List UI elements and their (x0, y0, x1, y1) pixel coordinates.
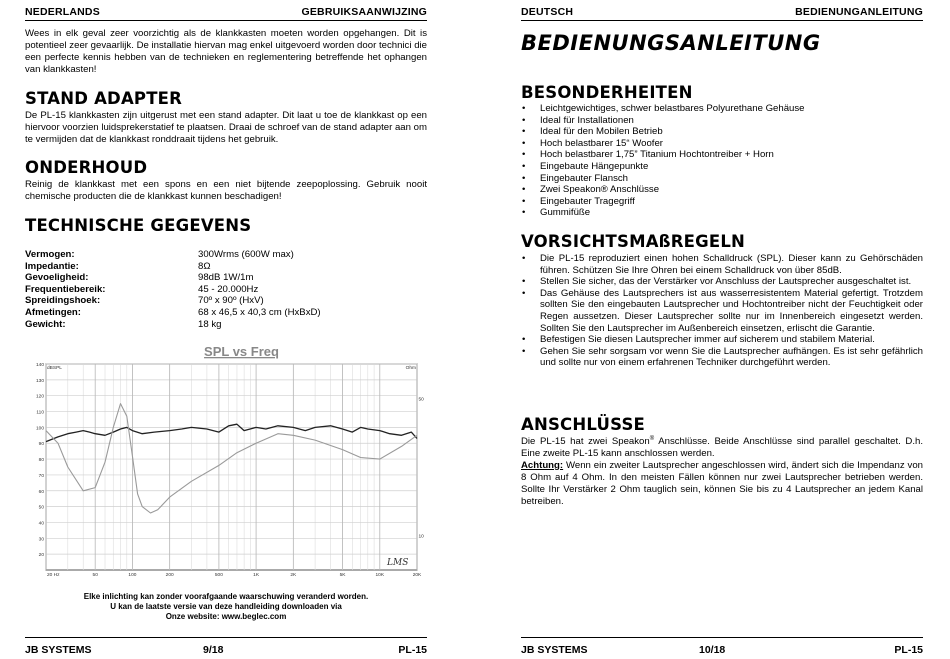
x-tick-label: 5K (339, 573, 346, 578)
left-page (25, 0, 427, 659)
feature-text: Eingebaute Hängepunkte (540, 160, 649, 172)
disclaimer-line: Elke inlichting kan zonder voorafgaande waarschuwing veranderd worden. (83, 592, 369, 601)
bullet-icon: • (522, 207, 526, 219)
bullet-icon: • (522, 172, 526, 184)
list-item (521, 288, 923, 334)
bullet-icon: • (522, 114, 526, 126)
chart-annotation: LMS (387, 558, 409, 568)
precautions-list (521, 253, 923, 369)
list-item (521, 126, 923, 138)
intro-paragraph: Wees in elk geval zeer voorzichtig als de klankkasten moeten worden opgehangen. Dit is potentieel zeer gevaarlijk. De installatie hiervan mag enkel uitgevoerd worden door technici die een perfecte kennis hebben van de technieken en reglementering betreffende het ophangen van klankkasten! (25, 28, 427, 75)
spec-row (25, 319, 321, 331)
spec-value: 300Wrms (600W max) (198, 249, 294, 260)
feature-text: Hoch belastbarer 15“ Woofer (540, 137, 664, 149)
spec-key: Impedantie: (25, 260, 79, 272)
x-tick-label: 50 (92, 573, 98, 578)
spl-vs-freq-chart (32, 342, 422, 580)
spec-value: 18 kg (198, 318, 222, 330)
y-tick-label: 110 (36, 410, 44, 416)
x-tick-label: 10K (375, 573, 385, 578)
y-tick-label: 100 (35, 426, 44, 432)
y-tick-label: 140 (35, 363, 44, 368)
spec-key: Spreidingshoek: (25, 295, 101, 307)
feature-text: Ideal für Installationen (540, 114, 634, 126)
spec-key: Gewicht: (25, 318, 66, 330)
x-tick-label: 2K (290, 573, 297, 578)
list-item (521, 149, 923, 161)
disclaimer-line: U kan de laatste versie van deze handleiding downloaden via (110, 602, 342, 611)
specs-table (25, 249, 321, 330)
spec-value: 45 - 20.000Hz (198, 283, 259, 295)
spec-key: Vermogen: (25, 249, 75, 260)
page-header (521, 2, 923, 21)
connections-text-b: Anschlüsse. Beide Anschlüsse sind parallel geschaltet. D.h. Eine zweite PL-15 kann anschlossen werden. (521, 436, 924, 459)
list-item (521, 346, 923, 369)
list-item (521, 115, 923, 127)
section-title-technische-gegevens: TECHNISCHE GEGEVENS (25, 216, 252, 235)
bullet-icon: • (522, 334, 526, 346)
spec-row (25, 249, 321, 261)
x-tick-label: 500 (214, 573, 223, 578)
y-tick-label: 40 (38, 521, 44, 527)
precaution-text: Das Gehäuse des Lautsprechers ist aus wasserresistentem Material gefertigt. Trotzdem sollten Sie den eingebauten Lautsprecher und Hochtontreiber nicht der Feuchtigkeit oder Regen aussetzen. Dieser Lautsprecher sollte nur im Innenbereich eingesetzt werden. Sollten Sie den Lautsprecher im Außenbereich einsetzen, erlischt die Garantie. (540, 287, 923, 334)
page-footer (521, 637, 923, 658)
onderhoud-paragraph: Reinig de klankkast met een spons en een niet bijtende zeepoplossing. Gebruik nooit chemische producten die de klankkast kunnen beschadigen! (25, 179, 427, 202)
list-item (521, 103, 923, 115)
x-tick-label: 1K (253, 573, 260, 578)
header-manual-title: GEBRUIKSAANWIJZING (301, 6, 427, 18)
spec-row (25, 307, 321, 319)
spec-value: 68 x 46,5 x 40,3 cm (HxBxD) (198, 306, 321, 318)
footer-model: PL-15 (398, 644, 427, 656)
y-tick-label: 90 (38, 442, 44, 448)
feature-text: Ideal für den Mobilen Betrieb (540, 126, 663, 138)
bullet-icon: • (522, 345, 526, 357)
precaution-text: Gehen Sie sehr sorgsam vor wenn Sie die Lautsprecher aufhängen. Es ist sehr gefährlich und sollte nur von einem erfahrenen Techniker durchgeführt werden. (540, 345, 923, 369)
spec-key: Afmetingen: (25, 306, 81, 318)
footer-brand: JB SYSTEMS (521, 644, 588, 656)
spec-row (25, 284, 321, 296)
bullet-icon: • (522, 126, 526, 138)
x-tick-label: 20 Hz (47, 573, 60, 578)
y-axis-label: dBSPL (47, 366, 62, 371)
y-tick-label: 80 (38, 458, 44, 464)
feature-text: Eingebauter Tragegriff (540, 195, 635, 207)
list-item (521, 334, 923, 346)
header-language: NEDERLANDS (25, 6, 100, 18)
y-tick-label: 20 (38, 553, 44, 559)
y-tick-label: 120 (35, 394, 44, 400)
list-item (521, 253, 923, 276)
x-tick-label: 200 (165, 573, 174, 578)
spec-key: Frequentiebereik: (25, 283, 106, 295)
feature-text: Leichtgewichtiges, schwer belastbares Polyurethane Gehäuse (540, 103, 805, 114)
bullet-icon: • (522, 103, 526, 114)
page-header (25, 2, 427, 21)
section-title-vorsichtsmassregeln: VORSICHTSMAßREGELN (521, 232, 746, 251)
bullet-icon: • (522, 149, 526, 161)
x-tick-label: 20K (412, 573, 422, 578)
spec-key: Gevoeligheid: (25, 272, 89, 284)
footer-page-number: 10/18 (699, 644, 726, 656)
chart-title: SPL vs Freq (204, 344, 279, 359)
connections-text-a: Die PL-15 hat zwei Speakon (521, 436, 650, 447)
footer-brand: JB SYSTEMS (25, 644, 92, 656)
feature-text: Gummifüße (540, 207, 591, 219)
header-manual-title: BEDIENUNGANLEITUNG (795, 6, 923, 18)
bullet-icon: • (522, 137, 526, 149)
manual-title: BEDIENUNGSANLEITUNG (521, 31, 821, 55)
section-title-anschluesse: ANSCHLÜSSE (521, 415, 646, 434)
y2-tick-label: 10 (418, 534, 424, 540)
list-item (521, 173, 923, 185)
connections-paragraph (521, 436, 923, 507)
footer-model: PL-15 (894, 644, 923, 656)
spec-value: 8Ω (198, 260, 211, 272)
y-tick-label: 50 (38, 505, 44, 511)
spec-value: 70º x 90º (HxV) (198, 295, 264, 307)
spec-value: 98dB 1W/1m (198, 272, 254, 284)
bullet-icon: • (522, 195, 526, 207)
list-item (521, 276, 923, 288)
bullet-icon: • (522, 160, 526, 172)
bullet-icon: • (522, 184, 526, 196)
plot-frame (46, 364, 417, 570)
list-item (521, 196, 923, 208)
attention-label: Achtung: (521, 459, 564, 471)
right-page (521, 0, 923, 659)
section-title-besonderheiten: BESONDERHEITEN (521, 83, 693, 102)
footer-page-number: 9/18 (203, 644, 224, 656)
section-title-stand-adapter: STAND ADAPTER (25, 89, 183, 108)
y-tick-label: 130 (35, 378, 44, 384)
y2-tick-label: 50 (418, 397, 424, 403)
disclaimer-note (25, 592, 427, 622)
header-language: DEUTSCH (521, 6, 574, 18)
feature-text: Zwei Speakon® Anschlüsse (540, 184, 660, 196)
page-footer (25, 637, 427, 658)
list-item (521, 161, 923, 173)
features-list (521, 103, 923, 219)
spec-row (25, 295, 321, 307)
x-tick-label: 100 (128, 573, 137, 578)
bullet-icon: • (522, 287, 526, 299)
section-title-onderhoud: ONDERHOUD (25, 158, 148, 177)
feature-text: Eingebauter Flansch (540, 172, 628, 184)
spec-row (25, 261, 321, 273)
y-tick-label: 30 (38, 537, 44, 543)
precaution-text: Die PL-15 reproduziert einen hohen Schalldruck (SPL). Dieser kann zu Gehörschäden führen. Schützen Sie Ihre Ohren bei einem Schalldruck von über 85dB. (540, 253, 923, 276)
y2-axis-label: Ohm (405, 366, 416, 371)
stand-adapter-paragraph: De PL-15 klankkasten zijn uitgerust met een stand adapter. Dit laat u toe de klankkast op een hiervoor voorzien luidsprekerstatief te plaatsen. Draai de schroef van de stand adapter aan om te vermijden dat de klankkast ronddraait tijdens het gebruik. (25, 110, 427, 145)
list-item (521, 207, 923, 219)
bullet-icon: • (522, 253, 526, 264)
bullet-icon: • (522, 276, 526, 288)
feature-text: Hoch belastbarer 1,75” Titanium Hochtontreiber + Horn (540, 149, 774, 161)
disclaimer-line: Onze website: www.beglec.com (165, 612, 287, 621)
precaution-text: Stellen Sie sicher, das der Verstärker vor Anschluss der Lautsprecher ausgeschaltet ist. (540, 276, 912, 288)
list-item (521, 184, 923, 196)
list-item (521, 138, 923, 150)
y-tick-label: 60 (38, 489, 44, 495)
precaution-text: Befestigen Sie diesen Lautsprecher immer auf sicherem und stabilem Material. (540, 334, 875, 346)
registered-mark: ® (649, 435, 655, 442)
y-tick-label: 70 (38, 473, 44, 479)
spec-row (25, 272, 321, 284)
attention-text: Wenn ein zweiter Lautsprecher angeschlossen wird, ändert sich die Impendanz von 8 Ohm auf 4 Ohm. In den meisten Fällen können nur zwei Lautsprecher betrieben werden. Sollte Ihr Verstärker 2 Ohm tauglich sein, können Sie bis zu 4 Lautsprecher an jedem Kanal betreiben. (521, 459, 923, 507)
